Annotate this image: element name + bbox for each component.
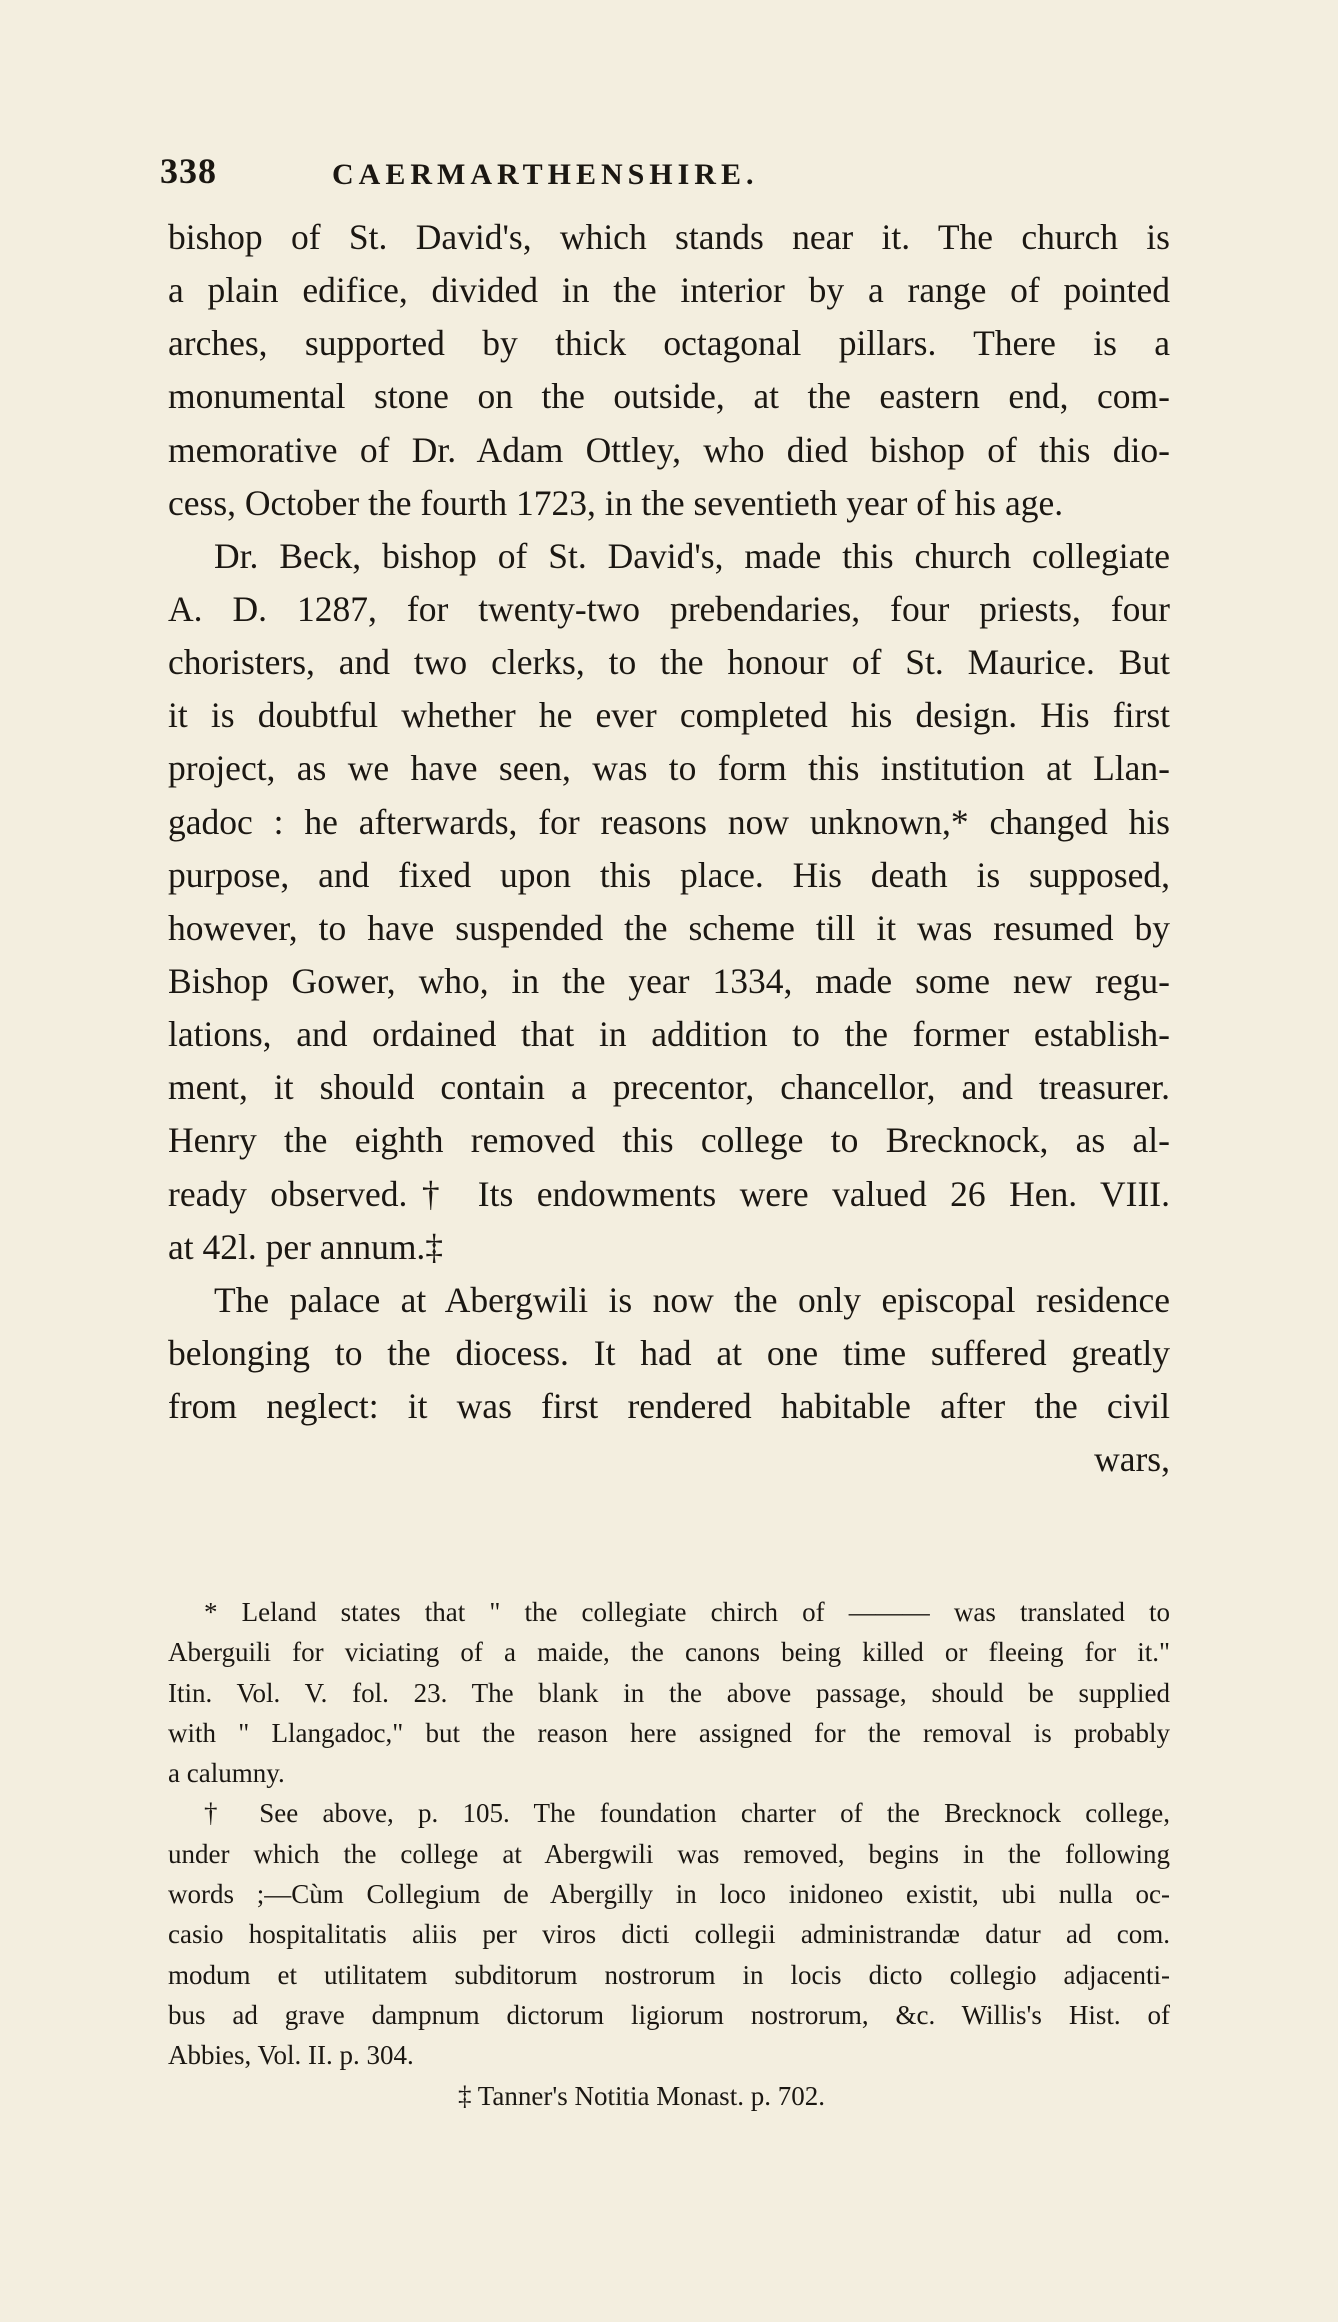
body-line: gadoc : he afterwards, for reasons now unknown,* changed his bbox=[168, 801, 1170, 842]
body-line: bishop of St. David's, which stands near it. The church is bbox=[168, 217, 1170, 257]
footnote-line: * Leland states that " the collegiate chirch of ——— was translated to bbox=[204, 1597, 1170, 1627]
catchword: wars, bbox=[1094, 1439, 1170, 1480]
body-line: cess, October the fourth 1723, in the seventieth year of his age. bbox=[168, 482, 1064, 523]
body-line: Dr. Beck, bishop of St. David's, made this church collegiate bbox=[214, 535, 1170, 576]
body-line: choristers, and two clerks, to the honour of St. Maurice. But bbox=[168, 642, 1170, 683]
body-line: purpose, and fixed upon this place. His death is supposed, bbox=[168, 854, 1170, 895]
page-header bbox=[160, 150, 1170, 200]
footnote-line: a calumny. bbox=[168, 1758, 285, 1789]
footnote-line: bus ad grave dampnum dictorum ligiorum nostrorum, &c. Willis's Hist. of bbox=[168, 1999, 1170, 2030]
body-line: Henry the eighth removed this college to Brecknock, as al- bbox=[168, 1120, 1170, 1161]
running-head: CAERMARTHENSHIRE. bbox=[332, 158, 759, 191]
body-line: memorative of Dr. Adam Ottley, who died bishop of this dio- bbox=[168, 429, 1170, 470]
footnote-line: † See above, p. 105. The foundation charter of the Brecknock college, bbox=[204, 1798, 1170, 1829]
body-line: Bishop Gower, who, in the year 1334, made some new regu- bbox=[168, 960, 1170, 1001]
body-line: from neglect: it was first rendered habitable after the civil bbox=[168, 1386, 1170, 1427]
footnote-line: Aberguili for viciating of a maide, the canons being killed or fleeing for it." bbox=[168, 1637, 1170, 1668]
body-line: however, to have suspended the scheme till it was resumed by bbox=[168, 907, 1170, 948]
body-line: belonging to the diocess. It had at one time suffered greatly bbox=[168, 1332, 1170, 1373]
body-line: ment, it should contain a precentor, chancellor, and treasurer. bbox=[168, 1067, 1170, 1108]
footnote-line: under which the college at Abergwili was removed, begins in the following bbox=[168, 1838, 1170, 1869]
body-line: it is doubtful whether he ever completed his design. His first bbox=[168, 695, 1170, 736]
footnotes bbox=[168, 1592, 1170, 2116]
footnote-line: Itin. Vol. V. fol. 23. The blank in the above passage, should be supplied bbox=[168, 1677, 1170, 1708]
body-line: ready observed.† Its endowments were valued 26 Hen. VIII. bbox=[168, 1173, 1170, 1214]
footnote-line: modum et utilitatem subditorum nostrorum in locis dicto collegio adjacenti- bbox=[168, 1959, 1170, 1990]
body-text bbox=[168, 211, 1170, 1486]
footnote-line: casio hospitalitatis aliis per viros dicti collegii administrandæ datur ad com. bbox=[168, 1919, 1170, 1950]
footnote-line: ‡ Tanner's Notitia Monast. p. 702. bbox=[458, 2080, 825, 2111]
body-line: at 42l. per annum.‡ bbox=[168, 1226, 444, 1267]
footnote-line: with " Llangadoc," but the reason here assigned for the removal is probably bbox=[168, 1717, 1170, 1748]
body-line: arches, supported by thick octagonal pillars. There is a bbox=[168, 323, 1170, 364]
page-number: 338 bbox=[160, 151, 217, 191]
body-line: a plain edifice, divided in the interior by a range of pointed bbox=[168, 270, 1170, 311]
body-line: monumental stone on the outside, at the eastern end, com- bbox=[168, 376, 1170, 417]
footnote-line: words ;—Cùm Collegium de Abergilly in loco inidoneo existit, ubi nulla oc- bbox=[168, 1879, 1170, 1910]
body-line: The palace at Abergwili is now the only episcopal residence bbox=[214, 1279, 1170, 1320]
body-line: A. D. 1287, for twenty-two prebendaries, four priests, four bbox=[168, 588, 1170, 629]
body-line: project, as we have seen, was to form this institution at Llan- bbox=[168, 748, 1170, 789]
footnote-line: Abbies, Vol. II. p. 304. bbox=[168, 2040, 414, 2071]
body-line: lations, and ordained that in addition to the former establish- bbox=[168, 1014, 1170, 1055]
